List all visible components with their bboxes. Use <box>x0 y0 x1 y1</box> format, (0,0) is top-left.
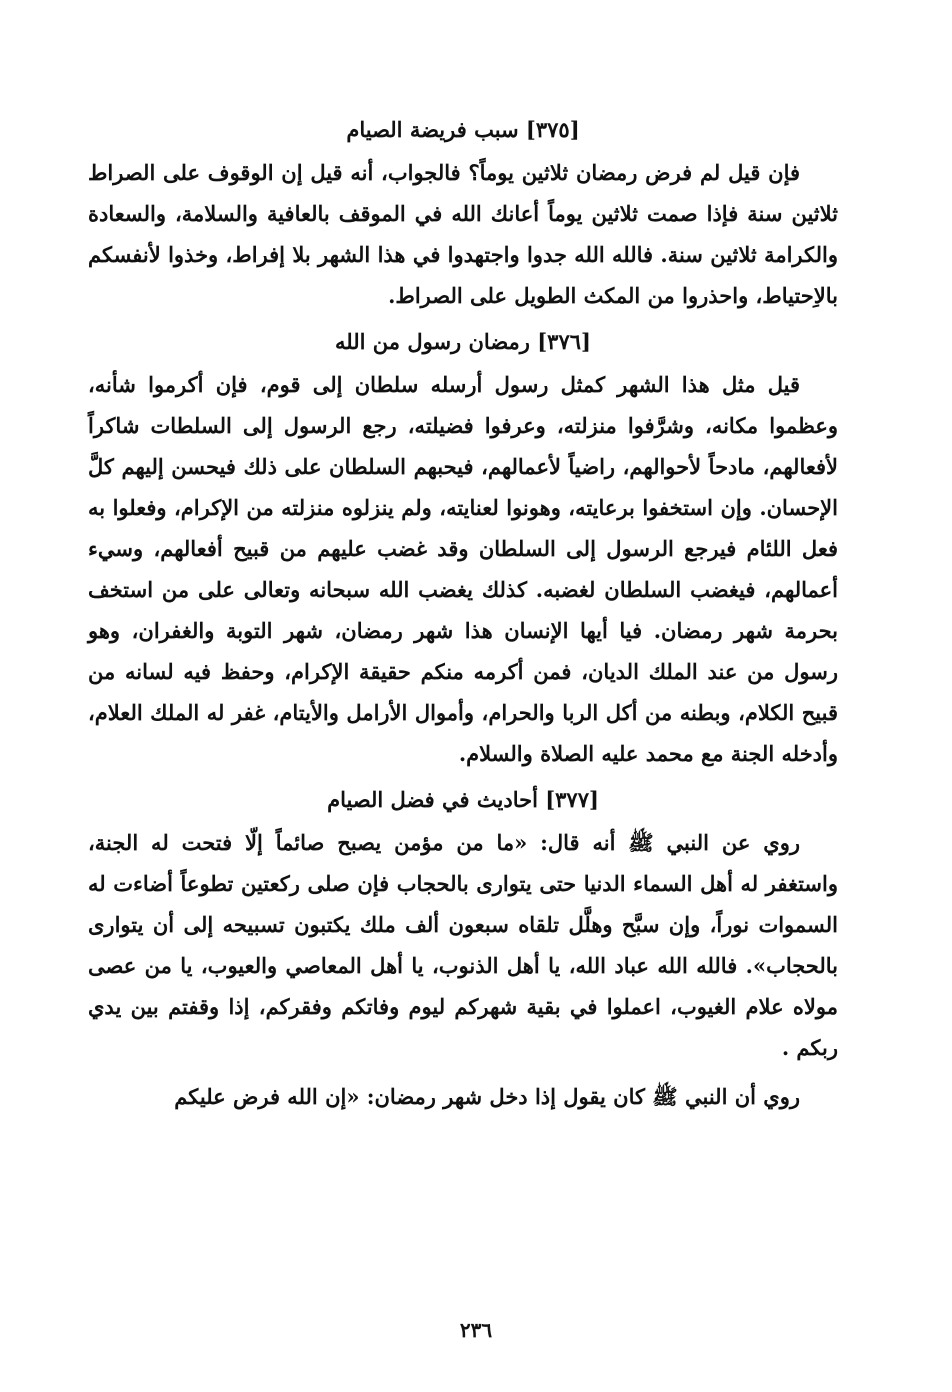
section-377-paragraph-2: روي أن النبي ﷺ كان يقول إذا دخل شهر رمضان: «إن الله فرض عليكم <box>174 1084 800 1109</box>
section-heading-377: [٣٧٧] أحاديث في فضل الصيام <box>327 787 599 812</box>
section-heading-376: [٣٧٦] رمضان رسول من الله <box>335 329 591 354</box>
section-375-paragraph: فإن قيل لم فرض رمضان ثلاثين يوماً؟ فالجواب، أنه قيل إن الوقوف على الصراط ثلاثين سنة فإذا صمت ثلاثين يوماً أعانك الله في الموقف بالعافية والسلامة، والسعادة والكرامة ثلاثين سنة. فالله الله جدوا واجتهدوا في هذا الشهر بلا إفراط، وخذوا لأنفسكم بالاِحتياط، واحذروا من المكث الطويل على الصراط. <box>88 160 838 308</box>
page-number: ٢٣٦ <box>459 1318 493 1342</box>
page-body <box>88 112 838 1125</box>
section-heading-375: [٣٧٥] سبب فريضة الصيام <box>346 117 580 142</box>
section-377-paragraph-1: روي عن النبي ﷺ أنه قال: «ما من مؤمن يصبح صائماً إلّا فتحت له الجنة، واستغفر له أهل السماء الدنيا حتى يتوارى بالحجاب فإن صلى ركعتين تطوعاً أضاءت له السموات نوراً، وإن سبَّح وهلَّل تلقاه سبعون ألف ملك يكتبون تسبيحه إلى أن يتوارى بالحجاب». فالله الله عباد الله، يا أهل الذنوب، يا أهل المعاصي والعيوب، يا من عصى مولاه علام الغيوب، اعملوا في بقية شهركم ليوم وفاتكم وفقركم، إذا وقفتم بين يدي ربكم . <box>88 830 838 1060</box>
section-376-paragraph: قيل مثل هذا الشهر كمثل رسول أرسله سلطان إلى قوم، فإن أكرموا شأنه، وعظموا مكانه، وشرَّفوا منزلته، وعرفوا فضيلته، رجع الرسول إلى السلطات شاكراً لأفعالهم، مادحاً لأحوالهم، راضياً لأعمالهم، فيحبهم السلطان على ذلك فيحسن إليهم كلَّ الإحسان. وإن استخفوا برعايته، وهونوا لعنايته، ولم ينزلوه منزلته من الإكرام، وفعلوا به فعل اللئام فيرجع الرسول إلى السلطان وقد غضب عليهم من قبيح أفعالهم، وسيء أعمالهم، فيغضب السلطان لغضبه. كذلك يغضب الله سبحانه وتعالى على من استخف بحرمة شهر رمضان. فيا أيها الإنسان هذا شهر رمضان، شهر التوبة والغفران، وهو رسول من عند الملك الديان، فمن أكرمه منكم حقيقة الإكرام، وحفظ فيه لسانه من قبيح الكلام، وبطنه من أكل الربا والحرام، وأموال الأرامل والأيتام، غفر له الملك العلام، وأدخله الجنة مع محمد عليه الصلاة والسلام. <box>88 372 838 766</box>
